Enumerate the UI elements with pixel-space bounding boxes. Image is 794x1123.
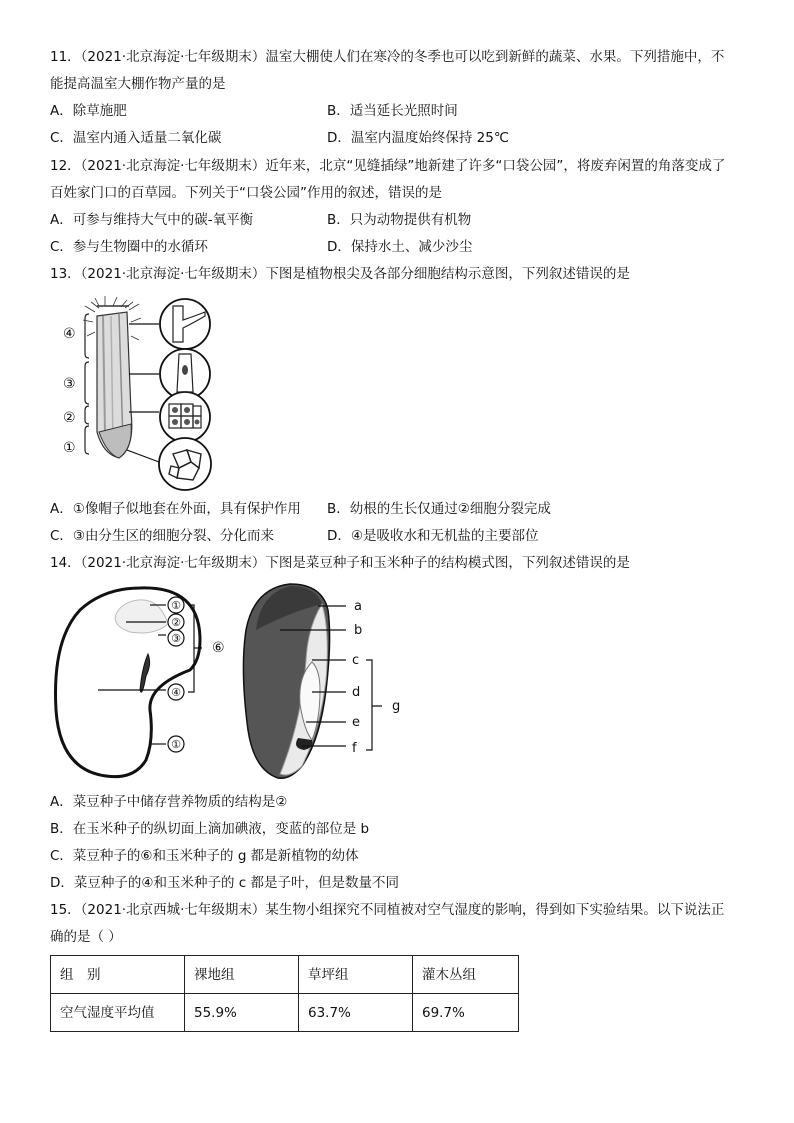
q12-stem-line1: 12．（2021·北京海淀·七年级期末）近年来，北京“见缝插绿”地新建了许多“口袋公园”，将废弃闲置的角落变成了 xyxy=(50,158,726,174)
q11-option-a[interactable]: A．除草施肥 xyxy=(50,103,127,119)
root-label-2: ② xyxy=(63,410,76,426)
q12-option-b[interactable]: B．只为动物提供有机物 xyxy=(327,212,472,228)
q12-stem-line2: 百姓家门口的百草园。下列关于“口袋公园”作用的叙述，错误的是 xyxy=(50,185,442,201)
root-label-3: ③ xyxy=(63,376,76,392)
seed-diagram xyxy=(50,580,420,785)
table-header-cell: 裸地组 xyxy=(185,956,299,994)
bean-label-4: ④ xyxy=(171,686,181,699)
table-header-cell: 组 别 xyxy=(51,956,185,994)
root-tip-diagram xyxy=(55,292,225,492)
corn-label-e: e xyxy=(352,715,360,730)
table-header-cell: 草坪组 xyxy=(299,956,413,994)
q13-stem: 13．（2021·北京海淀·七年级期末）下图是植物根尖及各部分细胞结构示意图，下列叙述错误的是 xyxy=(50,266,630,282)
corn-label-d: d xyxy=(352,685,361,700)
corn-label-b: b xyxy=(354,623,363,638)
q13-option-d[interactable]: D．④是吸收水和无机盐的主要部位 xyxy=(327,528,539,544)
table-cell: 55.9% xyxy=(185,994,299,1032)
table-row xyxy=(51,994,519,1032)
q13-option-a[interactable]: A．①像帽子似地套在外面，具有保护作用 xyxy=(50,501,301,517)
q11-option-b[interactable]: B．适当延长光照时间 xyxy=(327,103,458,119)
q14-stem: 14．（2021·北京海淀·七年级期末）下图是菜豆种子和玉米种子的结构模式图，下列叙述错误的是 xyxy=(50,555,630,571)
q14-option-c[interactable]: C．菜豆种子的⑥和玉米种子的 g 都是新植物的幼体 xyxy=(50,848,359,864)
table-cell: 69.7% xyxy=(413,994,519,1032)
root-label-1: ① xyxy=(63,440,76,456)
bean-label-1b: ① xyxy=(171,738,181,751)
q11-stem-line1: 11．（2021·北京海淀·七年级期末）温室大棚使人们在寒冷的冬季也可以吃到新鲜的蔬菜、水果。下列措施中，不 xyxy=(50,49,725,65)
table-header-row xyxy=(51,956,519,994)
q12-option-c[interactable]: C．参与生物圈中的水循环 xyxy=(50,239,208,255)
q15-stem-line1: 15．（2021·北京西城·七年级期末）某生物小组探究不同植被对空气湿度的影响，得到如下实验结果。以下说法正 xyxy=(50,902,725,918)
table-header-cell: 灌木丛组 xyxy=(413,956,519,994)
q12-option-d[interactable]: D．保持水土、减少沙尘 xyxy=(327,239,473,255)
q13-option-c[interactable]: C．③由分生区的细胞分裂、分化而来 xyxy=(50,528,275,544)
root-label-4: ④ xyxy=(63,326,76,342)
humidity-table xyxy=(50,955,519,1032)
table-cell: 空气湿度平均值 xyxy=(51,994,185,1032)
q14-option-d[interactable]: D．菜豆种子的④和玉米种子的 c 都是子叶，但是数量不同 xyxy=(50,875,400,891)
corn-label-a: a xyxy=(354,599,362,614)
q14-option-a[interactable]: A．菜豆种子中储存营养物质的结构是② xyxy=(50,794,288,810)
q15-stem-line2: 确的是（ ） xyxy=(50,929,122,945)
q11-option-d[interactable]: D．温室内温度始终保持 25℃ xyxy=(327,130,510,146)
q11-stem-line2: 能提高温室大棚作物产量的是 xyxy=(50,76,226,92)
q14-option-b[interactable]: B．在玉米种子的纵切面上滴加碘液，变蓝的部位是 b xyxy=(50,821,370,837)
bean-label-2: ② xyxy=(171,616,181,629)
corn-label-f: f xyxy=(352,741,357,756)
bean-label-3: ③ xyxy=(171,632,181,645)
corn-label-g: g xyxy=(392,699,401,714)
corn-label-c: c xyxy=(352,653,360,668)
q12-option-a[interactable]: A．可参与维持大气中的碳-氧平衡 xyxy=(50,212,254,228)
bean-label-6: ⑥ xyxy=(212,640,225,656)
bean-label-1: ① xyxy=(171,599,181,612)
table-cell: 63.7% xyxy=(299,994,413,1032)
q11-option-c[interactable]: C．温室内通入适量二氧化碳 xyxy=(50,130,222,146)
q13-option-b[interactable]: B．幼根的生长仅通过②细胞分裂完成 xyxy=(327,501,551,517)
